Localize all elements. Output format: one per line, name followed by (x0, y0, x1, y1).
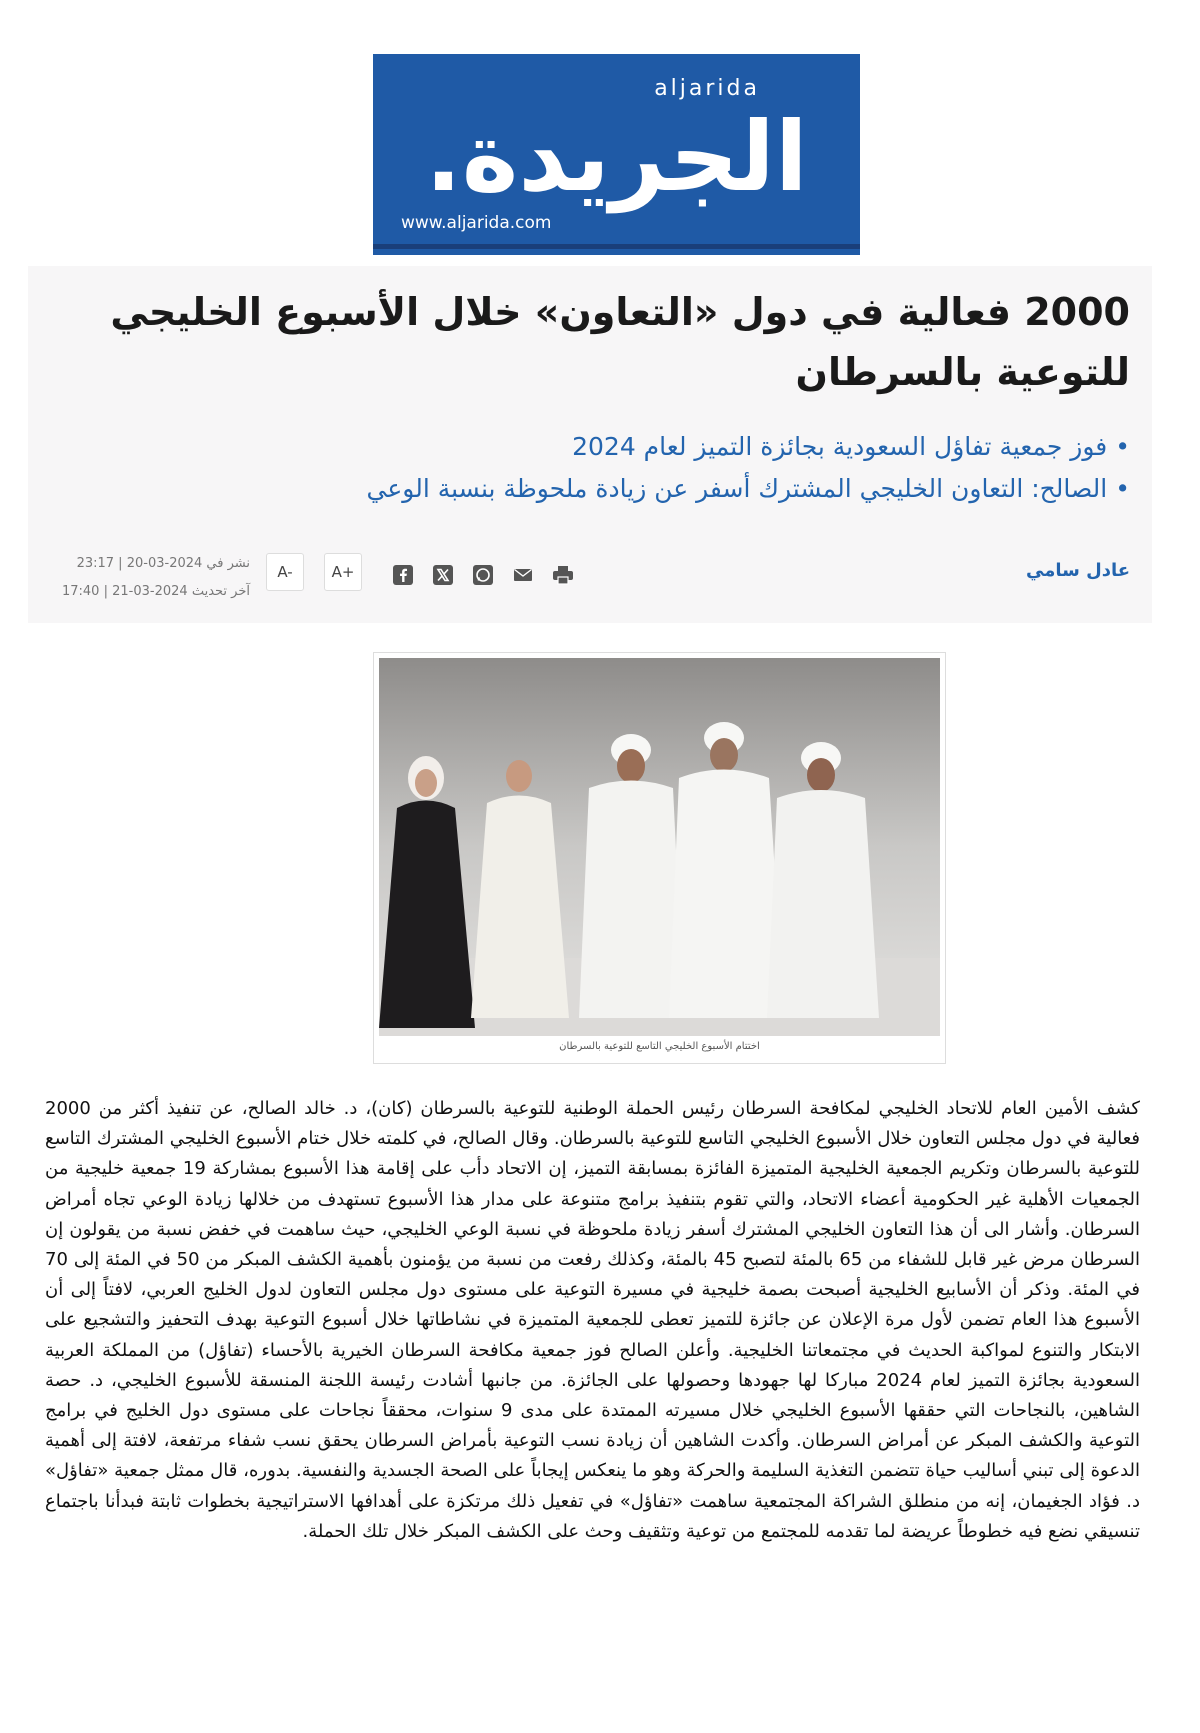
share-toolbar (390, 560, 576, 590)
site-logo[interactable] (373, 54, 860, 255)
subheading-item (200, 468, 1130, 510)
bullet-icon: • (1115, 474, 1130, 503)
subheading-text: الصالح: التعاون الخليجي المشترك أسفر عن زيادة ملحوظة بنسبة الوعي (366, 474, 1108, 503)
whatsapp-icon[interactable] (470, 562, 496, 588)
article-dates (50, 550, 250, 606)
updated-date: آخر تحديث 2024-03-21 | 17:40 (61, 584, 250, 599)
font-increase-button[interactable]: A+ (324, 553, 362, 591)
logo-stripe (373, 244, 860, 249)
subheading-item (200, 426, 1130, 468)
logo-url-text: www.aljarida.com (401, 213, 552, 233)
article-meta-row (50, 550, 1130, 600)
group-photo-image (379, 658, 940, 1036)
email-icon[interactable] (510, 562, 536, 588)
bullet-icon: • (1115, 432, 1130, 461)
subheading-text: فوز جمعية تفاؤل السعودية بجائزة التميز لعام 2024 (572, 432, 1108, 461)
font-decrease-button[interactable]: A- (266, 553, 304, 591)
article-photo (373, 652, 946, 1064)
photo-caption: اختتام الأسبوع الخليجي التاسع للتوعية بالسرطان (559, 1041, 760, 1052)
x-icon[interactable] (430, 562, 456, 588)
published-date: نشر في 2024-03-20 | 23:17 (76, 556, 250, 571)
author-link[interactable]: عادل سامي (1026, 560, 1130, 581)
article-title: 2000 فعالية في دول «التعاون» خلال الأسبوع الخليجي للتوعية بالسرطان (110, 290, 1130, 394)
logo-latin-text: aljarida (654, 76, 760, 101)
article-body: كشف الأمين العام للاتحاد الخليجي لمكافحة السرطان رئيس الحملة الوطنية للتوعية بالسرطان (كان)، د. خالد الصالح، عن تنفيذ أكثر من 2000 فعالية في دول مجلس التعاون خلال الأسبوع الخليجي التاسع للتوعية بالسرطان. وقال الصالح، في كلمته خلال ختام الأسبوع الخليجي المشترك التاسع للتوعية بالسرطان وتكريم الجمعية الخليجية المتميزة الفائزة بمسابقة التميز، إن الاتحاد دأب على إقامة هذا الأسبوع بمشاركة 19 جمعية خليجية من الجمعيات الأهلية غير الحكومية أعضاء الاتحاد، والتي تقوم بتنفيذ برامج متنوعة على مدار هذا الأسبوع تستهدف من خلالها زيادة الوعي تجاه أمراض السرطان. وأشار الى أن هذا التعاون الخليجي المشترك أسفر زيادة ملحوظة في نسبة الوعي الخليجي، حيث ساهمت في خفض نسبة من يقولون إن السرطان مرض غير قابل للشفاء من 65 بالمئة لتصبح 45 بالمئة، وكذلك رفعت من نسبة من يؤمنون بأهمية الكشف المبكر من 50 في المئة إلى 70 في المئة. وذكر أن الأسابيع الخليجية أصبحت بصمة خليجية في مسيرة التوعية على مستوى دول مجلس التعاون لدول الخليج العربي، لافتاً إلى أن الأسبوع هذا العام تضمن لأول مرة الإعلان عن جائزة للتميز تعطى للجمعية المتميزة في نشاطاتها خلال أسبوع التوعية بهدف التحفيز والتشجيع على الابتكار والتنوع لمواكبة الحديث في مجتمعاتنا الخليجية. وأعلن الصالح فوز جمعية مكافحة السرطان الخيرية بالأحساء (تفاؤل) من المملكة العربية السعودية بجائزة التميز لعام 2024 مباركا لها جهودها وحصولها على الجائزة. من جانبها أشادت رئيسة اللجنة المنسقة للأسبوع الخليجي، د. حصة الشاهين، بالنجاحات التي حققها الأسبوع الخليجي خلال مسيرته الممتدة على مدى 9 سنوات، محققاً نجاحات على مستوى دول الخليج في برامج التوعية والكشف المبكر عن أمراض السرطان. وأكدت الشاهين أن زيادة نسب التوعية بأمراض السرطان يحقق نسب شفاء مرتفعة، لافتة إلى أهمية الدعوة إلى تبني أساليب حياة تتضمن التغذية السليمة والحركة وهو ما ينعكس إيجاباً على الصحة الجسدية والنفسية. بدوره، قال ممثل جمعية «تفاؤل» د. فؤاد الجغيمان، إنه من منطلق الشراكة المجتمعية ساهمت «تفاؤل» في تفعيل ذلك مرتكزة على أهدافها الاستراتيجية بخطوات ثابتة فبدأنا باجتماع تنسيقي نضع فيه خطوطاً عريضة لما تقدمه للمجتمع من توعية وتثقيف وحث على الكشف المبكر خلال تلك الحملة. (45, 1098, 1141, 1542)
print-icon[interactable] (550, 562, 576, 588)
article-subheadings (200, 426, 1130, 510)
facebook-icon[interactable] (390, 562, 416, 588)
logo-arabic-text: الجريدة. (425, 101, 808, 213)
